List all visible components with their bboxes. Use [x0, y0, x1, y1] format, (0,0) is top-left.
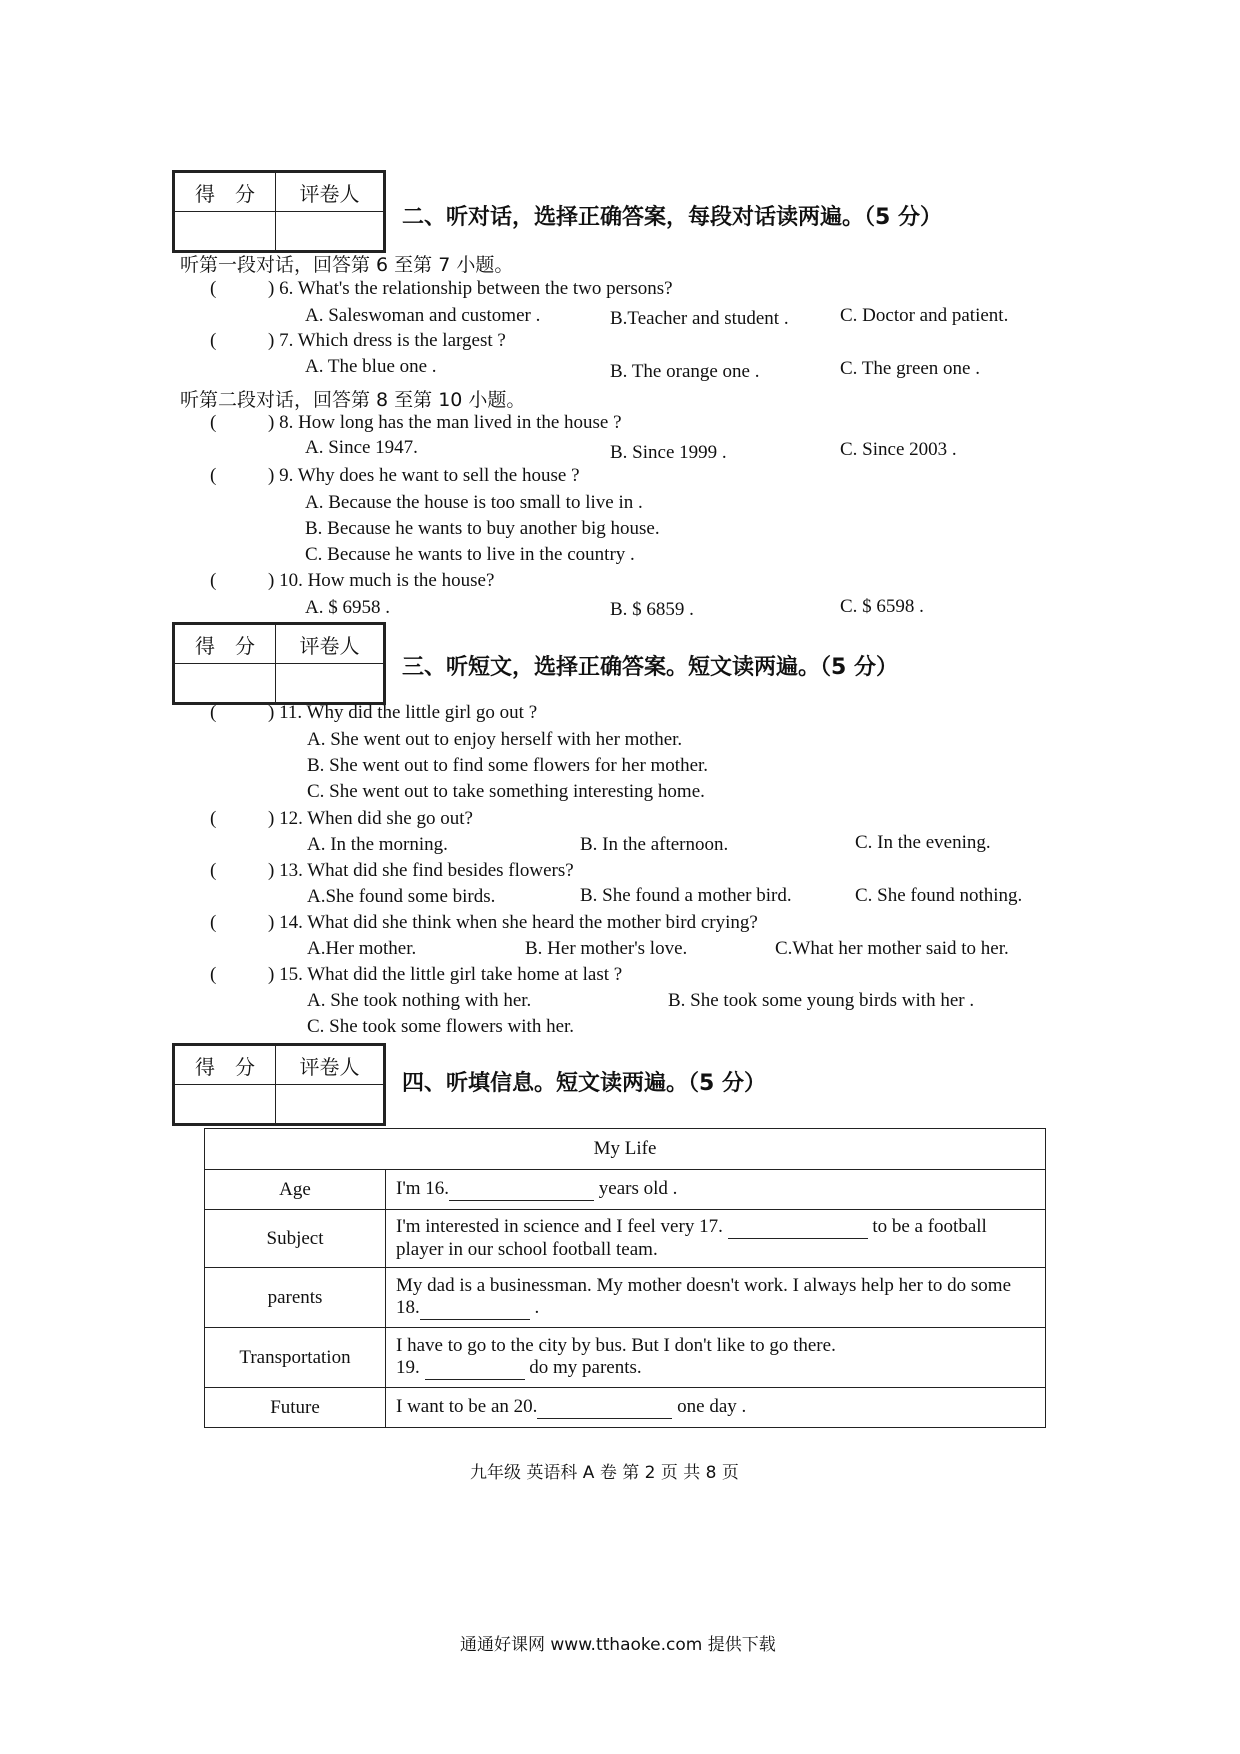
- section2-title: 二、听对话，选择正确答案，每段对话读两遍。（5 分）: [402, 205, 942, 230]
- question-15: ) 15. What did the little girl take home at last ?: [268, 964, 623, 985]
- row-value-age: I'm 16. years old .: [386, 1170, 1046, 1210]
- grader-cell[interactable]: [276, 1085, 384, 1124]
- blank-16[interactable]: [449, 1178, 594, 1201]
- option-10c: C. $ 6598 .: [840, 596, 924, 617]
- question-13: ) 13. What did she find besides flowers?: [268, 860, 574, 881]
- option-15c: C. She took some flowers with her.: [307, 1016, 575, 1037]
- answer-bracket-7[interactable]: (: [210, 330, 217, 351]
- option-11c: C. She went out to take something interesting home.: [307, 781, 705, 802]
- answer-bracket-11[interactable]: (: [210, 702, 217, 723]
- row-key-parents: parents: [205, 1268, 386, 1328]
- blank-20[interactable]: [537, 1396, 672, 1419]
- option-15a: A. She took nothing with her.: [307, 990, 532, 1011]
- option-8b: B. Since 1999 .: [610, 442, 727, 463]
- blank-17[interactable]: [728, 1216, 868, 1239]
- score-box-section3: [172, 622, 386, 705]
- answer-bracket-14[interactable]: (: [210, 912, 217, 933]
- row-key-subject: Subject: [205, 1210, 386, 1268]
- table-title: My Life: [205, 1129, 1046, 1170]
- option-13c: C. She found nothing.: [855, 885, 1023, 906]
- answer-bracket-9[interactable]: (: [210, 465, 217, 486]
- question-12: ) 12. When did she go out?: [268, 808, 473, 829]
- answer-bracket-10[interactable]: (: [210, 570, 217, 591]
- question-10: ) 10. How much is the house?: [268, 570, 495, 591]
- score-cell[interactable]: [175, 664, 276, 703]
- answer-bracket-12[interactable]: (: [210, 808, 217, 829]
- option-6a: A. Saleswoman and customer .: [305, 305, 541, 326]
- option-12b: B. In the afternoon.: [580, 834, 729, 855]
- option-10b: B. $ 6859 .: [610, 599, 694, 620]
- row-value-subject: I'm interested in science and I feel very 17. to be a football player in our school football team.: [386, 1210, 1046, 1268]
- option-10a: A. $ 6958 .: [305, 597, 390, 618]
- option-13a: A.She found some birds.: [307, 886, 496, 907]
- grader-cell[interactable]: [276, 664, 384, 703]
- option-14c: C.What her mother said to her.: [775, 938, 1009, 959]
- answer-bracket-13[interactable]: (: [210, 860, 217, 881]
- section2-intro1: 听第一段对话，回答第 6 至第 7 小题。: [180, 254, 514, 276]
- grader-label: 评卷人: [276, 173, 384, 212]
- answer-bracket-8[interactable]: (: [210, 412, 217, 433]
- option-11a: A. She went out to enjoy herself with her mother.: [307, 729, 683, 750]
- question-6: ) 6. What's the relationship between the two persons?: [268, 278, 673, 299]
- row-value-transportation: I have to go to the city by bus. But I don't like to go there. 19. do my parents.: [386, 1328, 1046, 1388]
- option-8a: A. Since 1947.: [305, 437, 418, 458]
- option-12a: A. In the morning.: [307, 834, 448, 855]
- option-7b: B. The orange one .: [610, 361, 760, 382]
- score-label: 得 分: [175, 625, 276, 664]
- question-11: ) 11. Why did the little girl go out ?: [268, 702, 538, 723]
- row-key-transportation: Transportation: [205, 1328, 386, 1388]
- option-12c: C. In the evening.: [855, 832, 991, 853]
- score-label: 得 分: [175, 173, 276, 212]
- site-footer: 通通好课网 www.tthaoke.com 提供下载: [460, 1635, 776, 1655]
- grader-label: 评卷人: [276, 1046, 384, 1085]
- option-9b: B. Because he wants to buy another big house.: [305, 518, 660, 539]
- option-9c: C. Because he wants to live in the country .: [305, 544, 635, 565]
- option-14a: A.Her mother.: [307, 938, 417, 959]
- score-box-section4: [172, 1043, 386, 1126]
- score-cell[interactable]: [175, 1085, 276, 1124]
- option-9a: A. Because the house is too small to live in .: [305, 492, 643, 513]
- grader-cell[interactable]: [276, 212, 384, 251]
- section3-title: 三、听短文，选择正确答案。短文读两遍。（5 分）: [402, 655, 898, 680]
- option-8c: C. Since 2003 .: [840, 439, 957, 460]
- grader-label: 评卷人: [276, 625, 384, 664]
- page-footer: 九年级 英语科 A 卷 第 2 页 共 8 页: [470, 1463, 739, 1483]
- info-table: [204, 1128, 1046, 1428]
- option-6c: C. Doctor and patient.: [840, 305, 1009, 326]
- score-label: 得 分: [175, 1046, 276, 1085]
- row-value-parents: My dad is a businessman. My mother doesn't work. I always help her to do some 18. .: [386, 1268, 1046, 1328]
- option-6b: B.Teacher and student .: [610, 308, 789, 329]
- option-13b: B. She found a mother bird.: [580, 885, 792, 906]
- option-11b: B. She went out to find some flowers for her mother.: [307, 755, 709, 776]
- question-7: ) 7. Which dress is the largest ?: [268, 330, 506, 351]
- answer-bracket-6[interactable]: (: [210, 278, 217, 299]
- score-box-section2: [172, 170, 386, 253]
- option-7c: C. The green one .: [840, 358, 980, 379]
- row-value-future: I want to be an 20. one day .: [386, 1388, 1046, 1428]
- option-15b: B. She took some young birds with her .: [668, 990, 975, 1011]
- section2-intro2: 听第二段对话，回答第 8 至第 10 小题。: [180, 389, 526, 411]
- option-7a: A. The blue one .: [305, 356, 437, 377]
- answer-bracket-15[interactable]: (: [210, 964, 217, 985]
- score-cell[interactable]: [175, 212, 276, 251]
- blank-19[interactable]: [425, 1357, 525, 1380]
- section4-title: 四、听填信息。短文读两遍。（5 分）: [402, 1071, 766, 1096]
- row-key-age: Age: [205, 1170, 386, 1210]
- question-8: ) 8. How long has the man lived in the house ?: [268, 412, 622, 433]
- row-key-future: Future: [205, 1388, 386, 1428]
- question-9: ) 9. Why does he want to sell the house ?: [268, 465, 580, 486]
- question-14: ) 14. What did she think when she heard the mother bird crying?: [268, 912, 758, 933]
- option-14b: B. Her mother's love.: [525, 938, 688, 959]
- blank-18[interactable]: [420, 1297, 530, 1320]
